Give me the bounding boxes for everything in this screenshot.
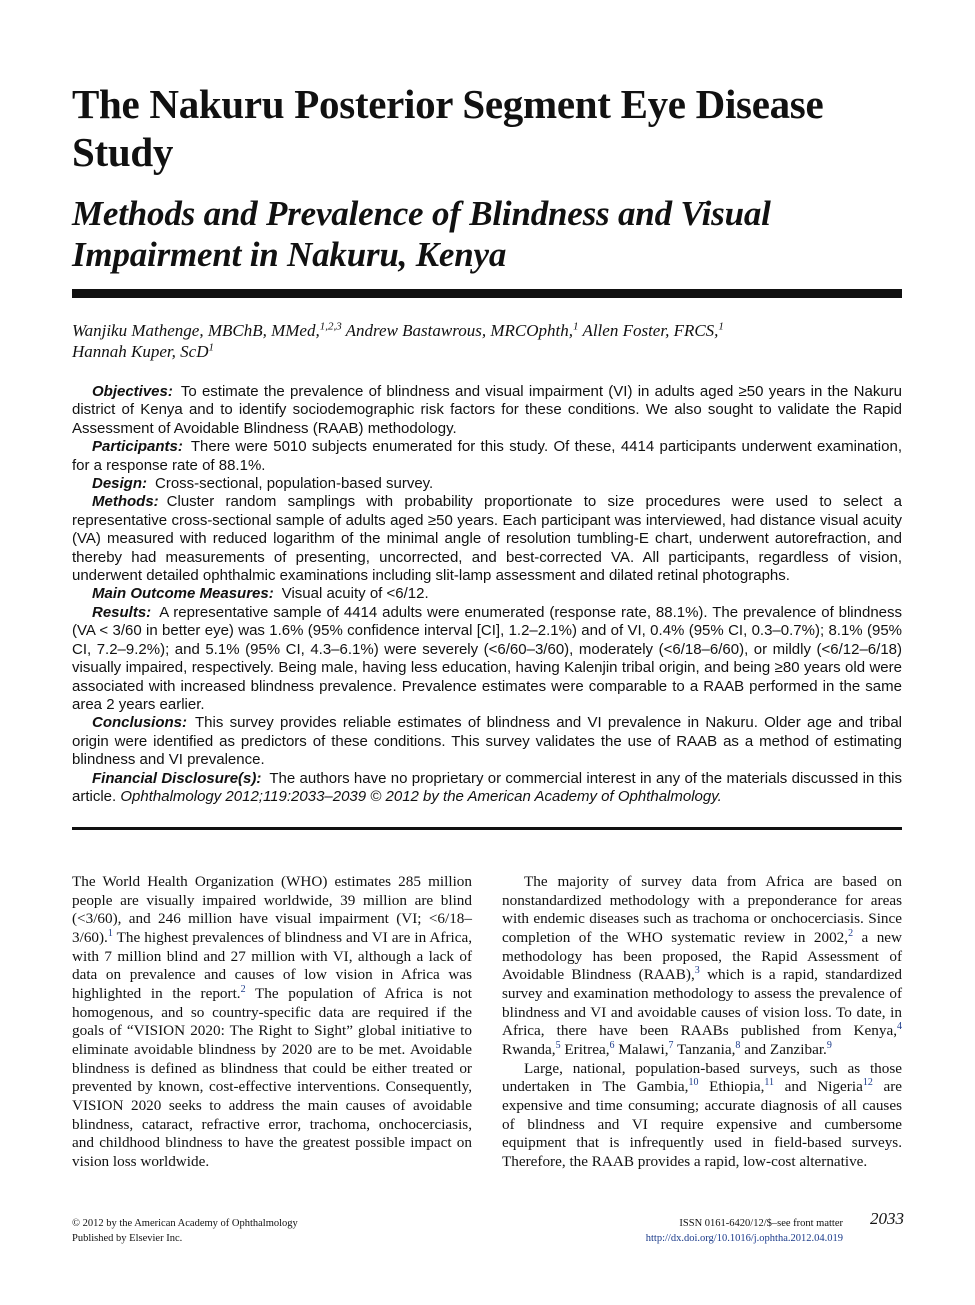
abstract-design bbox=[72, 475, 902, 493]
page-number: 2033 bbox=[870, 1209, 904, 1228]
body-column-left bbox=[72, 873, 472, 1172]
reference-link[interactable]: 2 bbox=[240, 983, 246, 995]
issn-line: ISSN 0161-6420/12/$–see front matter bbox=[679, 1218, 843, 1229]
reference-link[interactable]: 10 bbox=[688, 1077, 699, 1089]
abstract-outcome bbox=[72, 585, 902, 603]
section-label: Participants: bbox=[92, 438, 183, 456]
section-text: Cluster random samplings with probability proportionate to size procedures were used to select a representative cross-sectional sample of adults aged ≥50 years. Each participant was interviewed, had distance visual acuity (VA) measured with reduced logarithm of the minimal angle of resolution tumbling-E chart, underwent autorefraction, and thereby had measurements of presenting, uncorrected, and best-corrected VA. All participants, regardless of vision, underwent detailed ophthalmic examinations including slit-lamp assessment and dilated retinal photographs. bbox=[72, 493, 902, 585]
abstract-rule bbox=[72, 827, 902, 830]
abstract bbox=[72, 383, 902, 806]
abstract-results bbox=[72, 604, 902, 714]
section-text: Cross-sectional, population-based survey. bbox=[155, 475, 434, 493]
reference-link[interactable]: 6 bbox=[609, 1039, 615, 1051]
section-text: There were 5010 subjects enumerated for this study. Of these, 4414 participants underwent examination, for a response rate of 88.1%. bbox=[72, 438, 902, 474]
affiliation-ref: 1 bbox=[208, 341, 214, 354]
reference-link[interactable]: 9 bbox=[826, 1039, 832, 1051]
section-text: This survey provides reliable estimates of blindness and VI prevalence in Nakuru. Older age and tribal origin were identified as predictors of these conditions. This survey validates the use of RAAB as a method of estimating blindness and VI prevalence. bbox=[72, 714, 902, 769]
body-text: Eritrea, bbox=[560, 1040, 610, 1058]
reference-link[interactable]: 4 bbox=[897, 1021, 902, 1033]
reference-link[interactable]: 1 bbox=[107, 927, 113, 939]
body-text: Tanzania, bbox=[673, 1040, 736, 1058]
affiliation-ref: 1 bbox=[718, 320, 724, 333]
reference-link[interactable]: 11 bbox=[764, 1077, 775, 1089]
body-text: Malawi, bbox=[614, 1040, 669, 1058]
author-name: Wanjiku Mathenge, MBChB, MMed, bbox=[72, 321, 320, 340]
body-paragraph bbox=[72, 873, 472, 1172]
publisher-line: Published by Elsevier Inc. bbox=[72, 1233, 183, 1244]
section-label: Objectives: bbox=[92, 383, 173, 400]
section-text: To estimate the prevalence of blindness and visual impairment (VI) in adults aged ≥50 years in the Nakuru district of Kenya and to identify sociodemographic risk factors for these conditions. We also sought to validate the Rapid Assessment of Avoidable Blindness (RAAB) methodology. bbox=[72, 383, 902, 437]
body-column-right bbox=[502, 873, 902, 1172]
body-text: The majority of survey data from Africa are based on nonstandardized methodology with a preponderance for areas with endemic diseases such as trachoma or onchocerciasis. Since completion of the WHO systematic review in 2002, bbox=[502, 873, 902, 946]
reference-link[interactable]: 12 bbox=[862, 1077, 873, 1089]
reference-link[interactable]: 8 bbox=[735, 1039, 741, 1051]
reference-link[interactable]: 5 bbox=[555, 1039, 561, 1051]
section-label: Conclusions: bbox=[92, 714, 188, 732]
doi-link[interactable]: http://dx.doi.org/10.1016/j.ophtha.2012.04.019 bbox=[645, 1233, 843, 1244]
body-text: which is a rapid, standardized survey and examination methodology to assess the prevalence of blindness and VI and avoidable causes of vision loss. To date, in Africa, there have been RAABs published from Kenya, bbox=[502, 966, 902, 1040]
body-paragraph bbox=[502, 1060, 902, 1172]
body-text: Large, national, population-based surveys, such as those undertaken in The Gambia, bbox=[502, 1059, 902, 1096]
section-label: Main Outcome Measures: bbox=[92, 585, 274, 603]
footer-right bbox=[560, 1216, 843, 1246]
journal-citation: Ophthalmology 2012;119:2033–2039 © 2012 by the American Academy of Ophthalmology. bbox=[120, 787, 722, 805]
copyright-line: © 2012 by the American Academy of Ophthalmology bbox=[72, 1218, 298, 1229]
article-subtitle: Methods and Prevalence of Blindness and Visual Impairment in Nakuru, Kenya bbox=[72, 194, 771, 274]
body-text: The population of Africa is not homogenous, and so country-specific data are required if the goals of “VISION 2020: The Right to Sight” global initiative to eliminate avoidable blindness by 2020 are to be met. Avoidable blindness is defined as blindness that could be either treated or prevented by known, cost-effective interventions. Consequently, VISION 2020 seeks to address the main causes of avoidable blindness, cataract, refractive error, trachoma, onchocerciasis, and childhood blindness to have the greatest possible impact on vision loss worldwide. bbox=[72, 984, 472, 1170]
section-text: A representative sample of 4414 adults were enumerated (response rate, 88.1%). The prevalence of blindness (VA < 3/60 in better eye) was 1.6% (95% confidence interval [CI], 1.2–2.1%) and of VI, 0.4% (95% CI, 0.3–0.7%); 8.1% (95% CI, 7.2–9.2%); and 5.1% (95% CI, 4.3–6.1%) were severely (<6/60–3/60), moderately (<6/18–6/60), or mildly (<6/12–6/18) visually impaired, respectively. Being male, having less education, having Kalenjin tribal origin, and being ≥80 years old were associated with increased blindness prevalence. Prevalence estimates were comparable to a RAAB performed in the same area 2 years earlier. bbox=[72, 603, 902, 713]
article-title: The Nakuru Posterior Segment Eye Disease Study bbox=[72, 81, 824, 175]
body-text: Ethiopia, bbox=[698, 1078, 765, 1096]
section-label: Methods: bbox=[92, 493, 159, 511]
section-label: Financial Disclosure(s): bbox=[92, 769, 262, 787]
title-rule bbox=[72, 289, 902, 298]
abstract-methods bbox=[72, 493, 902, 585]
affiliation-ref: 1 bbox=[572, 320, 579, 333]
section-text: The authors have no proprietary or commercial interest in any of the materials discussed in this article. bbox=[72, 769, 902, 805]
author-name: Hannah Kuper, ScD bbox=[72, 342, 209, 361]
body-text: and Zanzibar. bbox=[740, 1040, 827, 1058]
abstract-objectives bbox=[72, 383, 902, 438]
abstract-conclusions bbox=[72, 714, 902, 769]
abstract-disclosure bbox=[72, 770, 902, 807]
author-name: Andrew Bastawrous, MRCOphth, bbox=[345, 321, 573, 340]
abstract-participants bbox=[72, 438, 902, 475]
body-text: are expensive and time consuming; accurate diagnosis of all causes of blindness and VI require expensive and cumbersome equipment that is infrequently used in field-based surveys. Therefore, the RAAB provides a rapid, low-cost alternative. bbox=[502, 1078, 903, 1170]
footer-left bbox=[72, 1216, 472, 1246]
body-text: and Nigeria bbox=[774, 1078, 863, 1096]
reference-link[interactable]: 3 bbox=[694, 965, 700, 977]
reference-link[interactable]: 7 bbox=[668, 1039, 674, 1051]
body-text: a new methodology has been proposed, the Rapid Assessment of Avoidable Blindness (RAAB), bbox=[502, 928, 902, 984]
section-label: Results: bbox=[92, 603, 152, 621]
section-text: Visual acuity of <6/12. bbox=[281, 585, 429, 603]
body-paragraph bbox=[502, 873, 902, 1060]
body-text: The World Health Organization (WHO) estimates 285 million people are visually impaired worldwide, 39 million are blind (<3/60), and 246 million have visual impairment (VI; <6/18–3/60). bbox=[72, 873, 472, 946]
body-text: Rwanda, bbox=[502, 1040, 556, 1058]
affiliation-ref: 1,2,3 bbox=[319, 320, 342, 333]
author-name: Allen Foster, FRCS, bbox=[582, 321, 719, 340]
reference-link[interactable]: 2 bbox=[848, 927, 854, 939]
author-list bbox=[72, 320, 902, 362]
body-text: The highest prevalences of blindness and VI are in Africa, with 7 million blind and 27 million with VI, although a lack of data on prevalence and causes of low vision in Africa was highlighted in the report. bbox=[72, 928, 472, 1002]
section-label: Design: bbox=[92, 475, 148, 493]
